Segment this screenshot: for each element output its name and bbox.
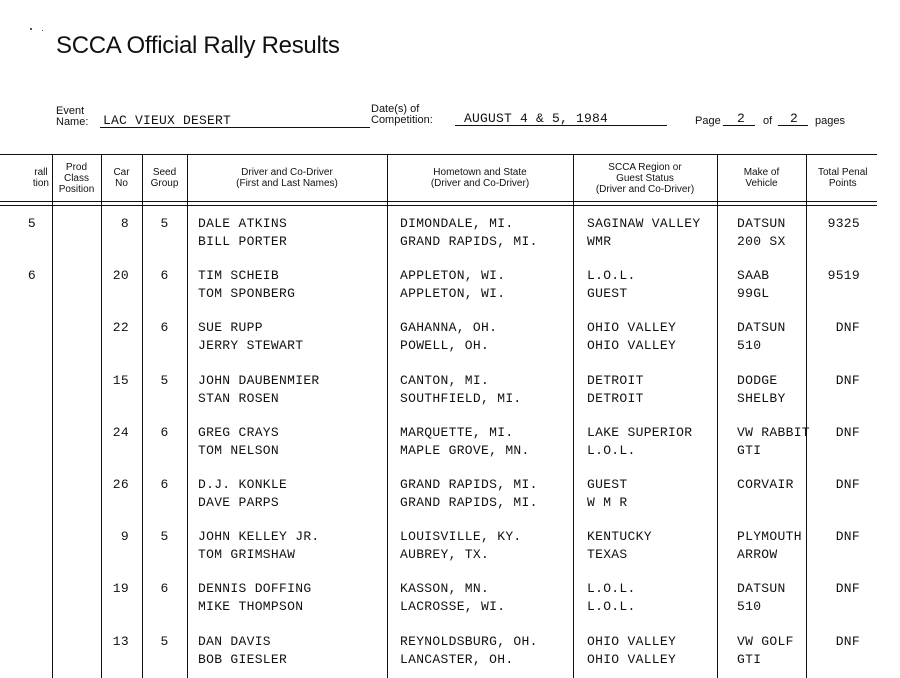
cell-penalty-points: 9519 xyxy=(827,268,860,284)
cell-driver: SUE RUPP xyxy=(198,320,263,336)
cell-overall: 5 xyxy=(27,216,36,231)
cell-hometown-driver: DIMONDALE, MI. xyxy=(400,216,514,231)
scan-speck xyxy=(42,30,43,31)
cell-region-driver: LAKE SUPERIOR xyxy=(587,424,693,440)
cell-penalty-points: 9325 xyxy=(827,216,860,231)
cell-seed-group: 5 xyxy=(160,633,169,649)
cell-hometown-driver: APPLETON, WI. xyxy=(400,268,506,284)
cell-region-codriver: OHIO VALLEY xyxy=(587,651,677,667)
column-divider xyxy=(142,155,143,678)
event-name-value: LAC VIEUX DESERT xyxy=(103,113,232,128)
cell-hometown-driver: CANTON, MI. xyxy=(400,372,490,388)
cell-codriver: TOM GRIMSHAW xyxy=(198,547,296,563)
cell-region-driver: DETROIT xyxy=(587,372,644,388)
column-header-penalty: Total Penal Points xyxy=(818,167,868,189)
page-title: SCCA Official Rally Results xyxy=(56,32,340,59)
cell-driver: JOHN KELLEY JR. xyxy=(198,529,320,545)
cell-model: 99GL xyxy=(737,286,770,302)
column-header-overall: rall tion xyxy=(32,167,49,189)
cell-make: DATSUN xyxy=(737,320,786,336)
cell-hometown-codriver: LACROSSE, WI. xyxy=(400,599,506,615)
column-header-region: SCCA Region or Guest Status (Driver and Co-Driver) xyxy=(595,161,695,195)
cell-car-no: 20 xyxy=(112,268,129,284)
cell-codriver: TOM NELSON xyxy=(198,442,280,458)
dates-value: AUGUST 4 & 5, 1984 xyxy=(464,111,609,126)
cell-codriver: MIKE THOMPSON xyxy=(198,599,304,615)
cell-hometown-codriver: APPLETON, WI. xyxy=(400,286,506,302)
cell-hometown-codriver: GRAND RAPIDS, MI. xyxy=(400,495,538,510)
page-of-label: of xyxy=(763,115,773,127)
cell-seed-group: 6 xyxy=(160,320,169,336)
cell-hometown-codriver: SOUTHFIELD, MI. xyxy=(400,390,522,406)
cell-region-codriver: DETROIT xyxy=(587,390,644,406)
cell-hometown-codriver: LANCASTER, OH. xyxy=(400,651,514,667)
column-divider xyxy=(717,155,718,678)
column-header-make: Make of Vehicle xyxy=(743,167,780,189)
column-header-seed-group: Seed Group xyxy=(150,167,179,189)
page-current: 2 xyxy=(737,111,746,126)
cell-car-no: 13 xyxy=(112,633,129,649)
column-divider xyxy=(387,155,388,678)
cell-region-driver: OHIO VALLEY xyxy=(587,320,677,336)
cell-car-no: 24 xyxy=(112,424,129,440)
cell-penalty-points: DNF xyxy=(835,477,860,492)
cell-model: GTI xyxy=(737,651,762,667)
cell-seed-group: 5 xyxy=(160,372,169,388)
scan-speck xyxy=(30,28,32,30)
cell-region-codriver: W M R xyxy=(587,495,628,510)
cell-codriver: TOM SPONBERG xyxy=(198,286,296,302)
cell-penalty-points: DNF xyxy=(835,633,860,649)
cell-region-driver: L.O.L. xyxy=(587,268,636,284)
cell-penalty-points: DNF xyxy=(835,581,860,597)
column-divider xyxy=(187,155,188,678)
cell-make: PLYMOUTH xyxy=(737,529,802,545)
cell-model: 200 SX xyxy=(737,234,786,249)
cell-hometown-codriver: AUBREY, TX. xyxy=(400,547,490,563)
cell-seed-group: 5 xyxy=(160,216,169,231)
cell-penalty-points: DNF xyxy=(835,529,860,545)
cell-codriver: STAN ROSEN xyxy=(198,390,280,406)
dates-underline xyxy=(455,125,667,126)
event-name-underline xyxy=(100,127,370,128)
cell-model: ARROW xyxy=(737,547,778,563)
column-header-prod-class: Prod Class Position xyxy=(58,161,95,195)
cell-model: 510 xyxy=(737,599,762,615)
cell-region-driver: KENTUCKY xyxy=(587,529,652,545)
cell-hometown-codriver: MAPLE GROVE, MN. xyxy=(400,442,530,458)
cell-overall: 6 xyxy=(27,268,36,284)
cell-hometown-driver: GRAND RAPIDS, MI. xyxy=(400,477,538,492)
cell-seed-group: 6 xyxy=(160,581,169,597)
column-header-hometown: Hometown and State (Driver and Co-Driver) xyxy=(430,167,530,189)
cell-region-codriver: L.O.L. xyxy=(587,442,636,458)
table-header-rule xyxy=(0,201,877,202)
cell-hometown-codriver: POWELL, OH. xyxy=(400,338,490,354)
cell-region-codriver: OHIO VALLEY xyxy=(587,338,677,354)
cell-seed-group: 6 xyxy=(160,477,169,492)
cell-region-driver: L.O.L. xyxy=(587,581,636,597)
cell-hometown-driver: GAHANNA, OH. xyxy=(400,320,498,336)
cell-hometown-codriver: GRAND RAPIDS, MI. xyxy=(400,234,538,249)
event-label: Event Name: xyxy=(56,105,89,128)
column-divider xyxy=(101,155,102,678)
cell-penalty-points: DNF xyxy=(835,424,860,440)
cell-codriver: DAVE PARPS xyxy=(198,495,280,510)
cell-car-no: 9 xyxy=(120,529,129,545)
cell-make: DODGE xyxy=(737,372,778,388)
column-header-car-no: Car No xyxy=(113,167,130,189)
cell-codriver: BOB GIESLER xyxy=(198,651,288,667)
cell-driver: DENNIS DOFFING xyxy=(198,581,312,597)
cell-driver: JOHN DAUBENMIER xyxy=(198,372,320,388)
dates-label: Date(s) of Competition: xyxy=(371,103,433,126)
cell-car-no: 19 xyxy=(112,581,129,597)
cell-region-codriver: WMR xyxy=(587,234,612,249)
page-current-underline xyxy=(723,125,755,126)
table-header-rule-2 xyxy=(0,205,877,206)
cell-make: DATSUN xyxy=(737,581,786,597)
cell-region-driver: SAGINAW VALLEY xyxy=(587,216,701,231)
cell-car-no: 8 xyxy=(120,216,129,231)
column-divider xyxy=(573,155,574,678)
cell-model: 510 xyxy=(737,338,762,354)
cell-penalty-points: DNF xyxy=(835,372,860,388)
cell-codriver: JERRY STEWART xyxy=(198,338,304,354)
cell-hometown-driver: MARQUETTE, MI. xyxy=(400,424,514,440)
column-header-driver: Driver and Co-Driver (First and Last Names) xyxy=(236,167,338,189)
cell-region-driver: GUEST xyxy=(587,477,628,492)
page-total-underline xyxy=(778,125,808,126)
cell-model: GTI xyxy=(737,442,762,458)
cell-make: VW RABBIT xyxy=(737,424,810,440)
cell-make: CORVAIR xyxy=(737,477,794,492)
cell-seed-group: 6 xyxy=(160,424,169,440)
cell-make: VW GOLF xyxy=(737,633,794,649)
cell-make: SAAB xyxy=(737,268,770,284)
cell-driver: TIM SCHEIB xyxy=(198,268,280,284)
cell-car-no: 22 xyxy=(112,320,129,336)
cell-codriver: BILL PORTER xyxy=(198,234,288,249)
cell-model: SHELBY xyxy=(737,390,786,406)
cell-penalty-points: DNF xyxy=(835,320,860,336)
cell-region-driver: OHIO VALLEY xyxy=(587,633,677,649)
column-divider xyxy=(52,155,53,678)
cell-seed-group: 5 xyxy=(160,529,169,545)
cell-hometown-driver: KASSON, MN. xyxy=(400,581,490,597)
cell-make: DATSUN xyxy=(737,216,786,231)
cell-car-no: 26 xyxy=(112,477,129,492)
cell-driver: DALE ATKINS xyxy=(198,216,288,231)
page-label: Page xyxy=(695,115,721,127)
cell-seed-group: 6 xyxy=(160,268,169,284)
cell-car-no: 15 xyxy=(112,372,129,388)
cell-driver: GREG CRAYS xyxy=(198,424,280,440)
cell-driver: D.J. KONKLE xyxy=(198,477,288,492)
cell-region-codriver: L.O.L. xyxy=(587,599,636,615)
pages-label: pages xyxy=(815,115,845,127)
cell-region-codriver: TEXAS xyxy=(587,547,628,563)
cell-hometown-driver: LOUISVILLE, KY. xyxy=(400,529,522,545)
page-total: 2 xyxy=(790,111,799,126)
cell-hometown-driver: REYNOLDSBURG, OH. xyxy=(400,633,538,649)
cell-region-codriver: GUEST xyxy=(587,286,628,302)
cell-driver: DAN DAVIS xyxy=(198,633,271,649)
